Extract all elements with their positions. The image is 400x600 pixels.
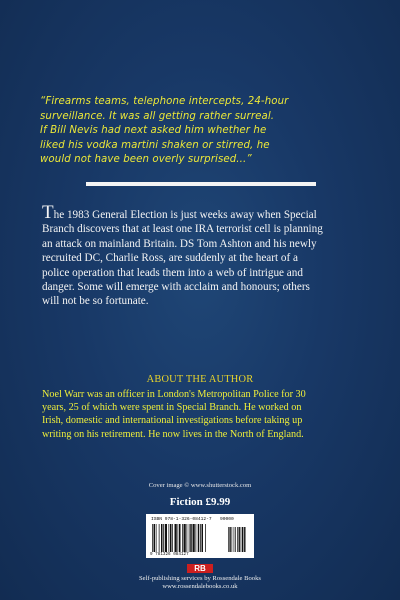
divider-rule — [86, 182, 316, 186]
blurb-line: will not be so fortunate. — [42, 295, 149, 308]
blurb-line — [42, 202, 362, 223]
barcode-digits: 9 781326 084127 — [150, 552, 189, 557]
about-line: Noel Warr was an officer in London's Metropolitan Police for 30 — [42, 389, 306, 400]
quote-line: would not have been overly surprised...” — [40, 154, 252, 165]
about-line: Irish, domestic and international investigations before taking up — [42, 415, 303, 427]
quote-line: surveillance. It was all getting rather surreal. — [40, 110, 275, 122]
pull-quote — [40, 95, 370, 168]
blurb-line: Branch discovers that at least one IRA terrorist cell is planning — [42, 223, 323, 236]
publisher-info — [0, 575, 400, 591]
about-author-text — [42, 388, 368, 441]
synopsis-blurb — [42, 202, 362, 309]
isbn-barcode — [146, 514, 254, 558]
isbn-number: ISBN 978-1-326-08412-7 — [151, 517, 212, 522]
blurb-line: police operation that leads them into a web of intrigue and — [42, 266, 303, 279]
about-line: years, 25 of which were spent in Special Branch. He worked on — [42, 402, 302, 414]
blurb-line: danger. Some will emerge with acclaim and honours; others — [42, 281, 310, 294]
blurb-line: an attack on mainland Britain. DS Tom Ashton and his newly — [42, 237, 317, 250]
blurb-first-line: he 1983 General Election is just weeks away when Special — [53, 209, 317, 221]
publisher-line: Self-publishing services by Rossendale Books — [139, 575, 261, 582]
drop-cap: T — [42, 202, 54, 223]
blurb-line: recruited DC, Charlie Ross, are suddenly at the heart of a — [42, 252, 298, 265]
quote-line: liked his vodka martini shaken or stirred, he — [40, 139, 270, 151]
price-label: Fiction £9.99 — [169, 496, 231, 508]
about-line: writing on his retirement. He now lives in the North of England. — [42, 428, 304, 440]
quote-line: “Firearms teams, telephone intercepts, 24-hour — [40, 96, 289, 107]
cover-image-credit: Cover image © www.shutterstock.com — [148, 482, 252, 489]
isbn-addon: 90000 — [219, 517, 234, 522]
about-author-heading: ABOUT THE AUTHOR — [146, 374, 254, 385]
publisher-url: www.rossendalebooks.co.uk — [162, 583, 238, 590]
quote-line: If Bill Nevis had next asked him whether he — [40, 125, 267, 136]
barcode-bars — [152, 524, 248, 552]
isbn-text — [151, 517, 251, 522]
publisher-logo: RB — [187, 564, 213, 573]
